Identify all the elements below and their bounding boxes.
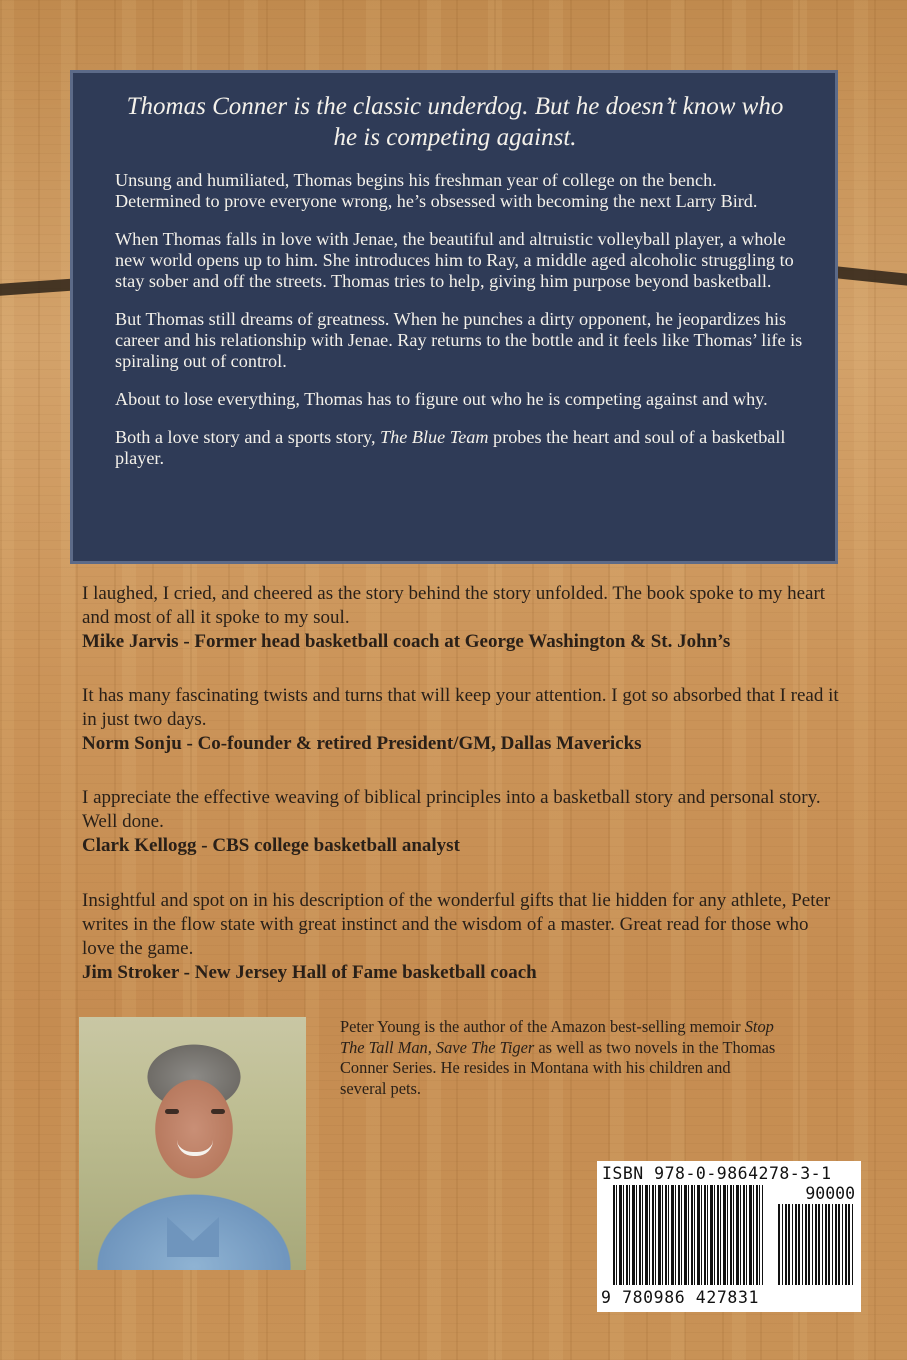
synopsis-body	[115, 170, 805, 486]
blurb	[82, 684, 842, 756]
blurb-quote: Insightful and spot on in his description of the wonderful gifts that lie hidden for any athlete, Peter writes in the flow state with great instinct and the wisdom of a master. Great read for those who love the game.	[82, 890, 831, 959]
isbn-label: ISBN 978-0-9864278-3-1	[602, 1164, 832, 1183]
court-line-right	[837, 266, 907, 285]
photo-collar	[167, 1217, 219, 1257]
price-code: 90000	[805, 1184, 855, 1203]
synopsis-paragraph: Unsung and humiliated, Thomas begins his freshman year of college on the bench. Determined to prove everyone wrong, he’s obsessed with becoming the next Larry Bird.	[115, 170, 758, 211]
barcode-bars	[613, 1185, 763, 1285]
memoir-title: Stop The Tall Man, Save The Tiger	[340, 1017, 774, 1057]
synopsis-closing	[115, 427, 805, 469]
author-photo	[79, 1017, 306, 1270]
blurb-attribution: Norm Sonju - Co-founder & retired President/GM, Dallas Mavericks	[82, 733, 642, 754]
blurb	[82, 889, 842, 985]
synopsis-paragraph: About to lose everything, Thomas has to figure out who he is competing against and why.	[115, 389, 768, 409]
blurb	[82, 582, 842, 654]
author-bio-before: Peter Young is the author of the Amazon best-selling memoir	[340, 1017, 745, 1036]
synopsis-paragraph: But Thomas still dreams of greatness. When he punches a dirty opponent, he jeopardizes his career and his relationship with Jenae. Ray returns to the bottle and it feels like Thomas’ life is spiraling out of control.	[115, 309, 803, 371]
photo-eyes	[165, 1109, 225, 1115]
book-title: The Blue Team	[380, 427, 489, 447]
isbn-barcode-box	[597, 1161, 861, 1312]
closing-text-before: Both a love story and a sports story,	[115, 427, 381, 447]
closing-text-after: probes the heart and soul of a basketball player.	[115, 427, 786, 468]
blurb-quote: It has many fascinating twists and turns that will keep your attention. I got so absorbed that I read it in just two days.	[82, 685, 839, 730]
blurb-attribution: Clark Kellogg - CBS college basketball analyst	[82, 835, 460, 856]
blurb-attribution: Mike Jarvis - Former head basketball coach at George Washington & St. John’s	[82, 631, 731, 652]
synopsis-paragraph: When Thomas falls in love with Jenae, the beautiful and altruistic volleyball player, a whole new world opens up to him. She introduces him to Ray, a middle aged alcoholic struggling to stay sober and off the streets. Thomas tries to help, giving him purpose beyond basketball.	[115, 229, 794, 291]
blurb-quote: I laughed, I cried, and cheered as the story behind the story unfolded. The book spoke to my heart and most of all it spoke to my soul.	[82, 583, 826, 628]
synopsis-panel	[70, 70, 838, 564]
blurb-attribution: Jim Stroker - New Jersey Hall of Fame basketball coach	[82, 962, 537, 983]
author-bio	[340, 1017, 780, 1099]
blurb	[82, 786, 842, 858]
court-line-left	[0, 278, 78, 295]
barcode-digits: 9 780986 427831	[601, 1288, 760, 1307]
synopsis-headline: Thomas Conner is the classic underdog. But he doesn’t know who he is competing against.	[126, 93, 784, 151]
author-bio-after: as well as two novels in the Thomas Conner Series. He resides in Montana with his children and several pets.	[340, 1037, 776, 1098]
photo-smile	[177, 1140, 213, 1156]
blurb-quote: I appreciate the effective weaving of biblical principles into a basketball story and personal story. Well done.	[82, 787, 821, 832]
barcode-addon-bars	[778, 1204, 854, 1285]
